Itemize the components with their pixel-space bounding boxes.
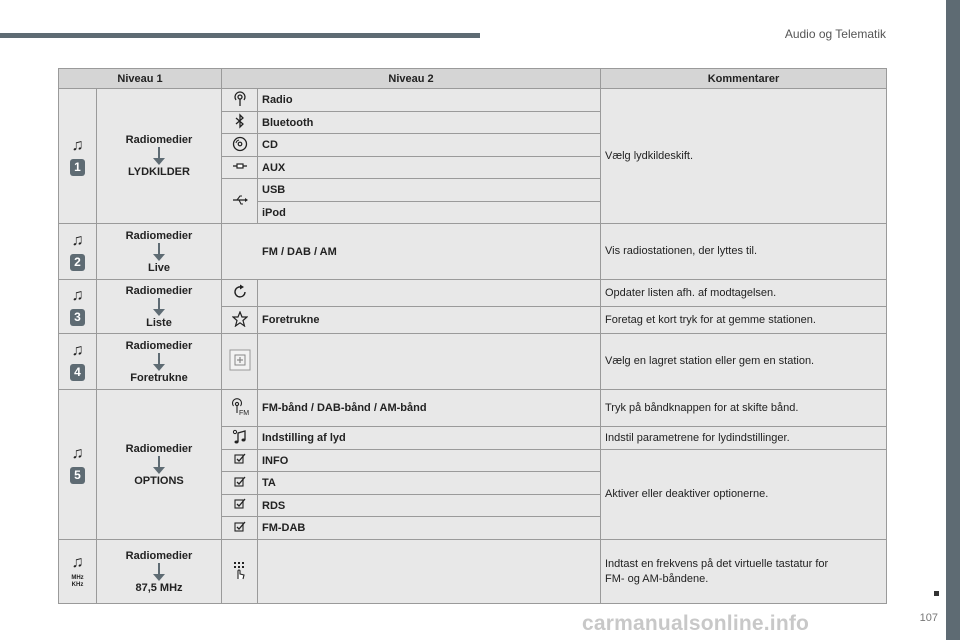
source-bluetooth: Bluetooth: [258, 112, 601, 134]
level1-bottom-label: LYDKILDER: [128, 166, 190, 178]
group-2-comment: Vis radiostationen, der lyttes til.: [601, 224, 887, 280]
source-ipod: iPod: [258, 202, 601, 224]
arrow-down-icon: [148, 352, 170, 372]
music-note-icon: ♫: [71, 136, 84, 154]
comment-line-2: FM- og AM-båndene.: [605, 572, 709, 585]
level1-bottom-label: Liste: [146, 316, 172, 329]
right-edge-bar: [946, 0, 960, 640]
step-number-3: 3: [70, 309, 85, 326]
group-4-level1: [97, 334, 222, 390]
group-2-marker: [59, 224, 97, 280]
group-5-level1: [97, 390, 222, 540]
comment-line-1: Indtast en frekvens på det virtuelle tastatur for: [605, 557, 829, 570]
level2-empty: [258, 540, 601, 604]
page-marker: [934, 591, 939, 596]
group-3-level1: [97, 280, 222, 334]
group-4-comment: Vælg en lagret station eller gem en station.: [601, 334, 887, 390]
level2-band: FM-bånd / DAB-bånd / AM-bånd: [258, 390, 601, 427]
options-comment: Aktiver eller deaktiver optionerne.: [601, 450, 887, 540]
add-station-icon: [222, 334, 258, 390]
option-fm-dab: FM-DAB: [258, 517, 601, 540]
option-rds: RDS: [258, 495, 601, 517]
source-radio: Radio: [258, 89, 601, 112]
level1-top-label: Radiomedier: [125, 134, 193, 146]
music-note-icon: ♫: [71, 554, 84, 571]
step-number-5: 5: [70, 467, 85, 484]
music-note-icon: ♫: [71, 445, 84, 462]
arrow-down-icon: [148, 455, 170, 475]
table-row: [59, 334, 887, 390]
level2-empty: [258, 334, 601, 390]
radio-icon: [222, 89, 258, 112]
checkbox-icon: [222, 450, 258, 472]
section-title: Audio og Telematik: [784, 27, 886, 41]
level1-top-label: Radiomedier: [125, 339, 193, 352]
level1-bottom-label: Foretrukne: [130, 371, 188, 384]
music-note-icon: ♫: [71, 342, 84, 359]
arrow-down-icon: [148, 297, 170, 317]
table-row: [59, 280, 887, 307]
group-4-marker: [59, 334, 97, 390]
level1-top-label: Radiomedier: [125, 229, 193, 242]
step-number-1: 1: [70, 159, 85, 176]
arrow-down-icon: [148, 146, 170, 166]
music-note-icon: ♫: [71, 232, 84, 249]
band-comment: Tryk på båndknappen for at skifte bånd.: [601, 390, 887, 427]
col-header-level1: Niveau 1: [59, 69, 222, 89]
level2-sound: Indstilling af lyd: [258, 427, 601, 450]
level1-bottom-label: Live: [147, 261, 170, 274]
settings-table: [58, 68, 887, 604]
group-6-level1: [97, 540, 222, 604]
group-6-marker: [59, 540, 97, 604]
level2-fm-dab-am: FM / DAB / AM: [222, 224, 601, 280]
group-2-level1: [97, 224, 222, 280]
level2-favorites: Foretrukne: [258, 307, 601, 334]
music-note-icon: ♫: [71, 287, 84, 304]
arrow-down-icon: [148, 562, 170, 582]
level2-refresh: [258, 280, 601, 307]
checkbox-icon: [222, 517, 258, 540]
fm-band-icon: [222, 390, 258, 427]
option-info: INFO: [258, 450, 601, 472]
step-number-2: 2: [70, 254, 85, 271]
group-1-comment: Vælg lydkildeskift.: [601, 89, 887, 224]
table-row: [59, 89, 887, 112]
source-aux: AUX: [258, 157, 601, 179]
sound-comment: Indstil parametrene for lydindstillinger.: [601, 427, 887, 450]
refresh-icon: [222, 280, 258, 307]
refresh-comment: Opdater listen afh. af modtagelsen.: [601, 280, 887, 307]
khz-label: KHz: [71, 582, 84, 588]
aux-icon: [222, 157, 258, 179]
sound-settings-icon: [222, 427, 258, 450]
table-row: [59, 224, 887, 280]
level1-top-label: Radiomedier: [125, 442, 193, 455]
source-usb: USB: [258, 179, 601, 202]
table-row: [59, 390, 887, 427]
group-3-marker: [59, 280, 97, 334]
header-bar: [0, 33, 480, 38]
svg-text:FM: FM: [238, 409, 249, 417]
source-cd: CD: [258, 134, 601, 157]
level1-bottom-label: OPTIONS: [134, 474, 184, 487]
watermark: carmanualsonline.info: [582, 612, 810, 635]
level1-top-label: Radiomedier: [125, 549, 193, 562]
group-1-marker: [59, 89, 97, 224]
group-6-comment: [601, 540, 887, 604]
table-header-row: [59, 69, 887, 89]
keypad-icon: [222, 540, 258, 604]
level1-bottom-label: 87,5 MHz: [135, 581, 183, 594]
group-1-level1: [97, 89, 222, 224]
checkbox-icon: [222, 472, 258, 495]
level1-top-label: Radiomedier: [125, 284, 193, 297]
page-number: 107: [919, 612, 938, 624]
bluetooth-icon: [222, 112, 258, 134]
col-header-comments: Kommentarer: [601, 69, 887, 89]
option-ta: TA: [258, 472, 601, 495]
usb-icon: [222, 179, 258, 224]
star-icon: [222, 307, 258, 334]
col-header-level2: Niveau 2: [222, 69, 601, 89]
favorites-comment: Foretag et kort tryk for at gemme stationen.: [601, 307, 887, 334]
arrow-down-icon: [148, 242, 170, 262]
step-number-4: 4: [70, 364, 85, 381]
mhz-label: MHz: [71, 575, 84, 581]
checkbox-icon: [222, 495, 258, 517]
cd-icon: [222, 134, 258, 157]
group-5-marker: [59, 390, 97, 540]
table-row: [59, 540, 887, 604]
